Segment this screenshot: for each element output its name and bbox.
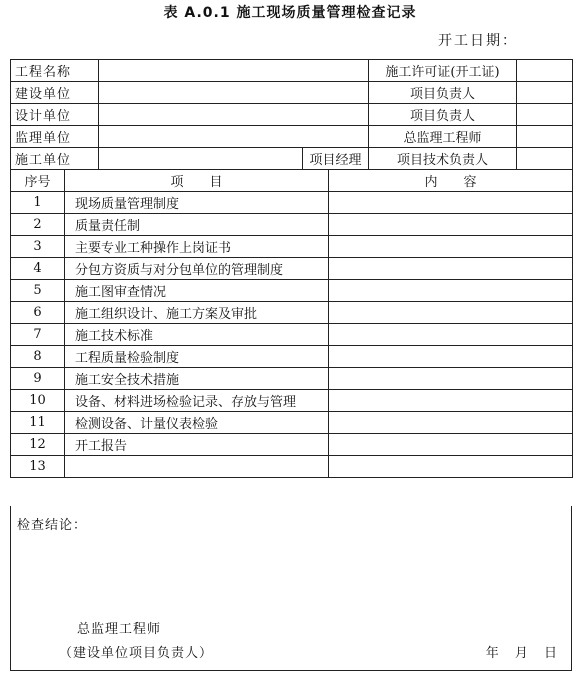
info-row-project [11, 60, 573, 82]
label-project-manager: 项目经理 [303, 148, 369, 170]
row-content-cell[interactable] [329, 280, 573, 302]
row-no: 7 [11, 324, 65, 346]
row-item [65, 456, 329, 478]
row-content-cell[interactable] [329, 412, 573, 434]
info-row-supervision [11, 126, 573, 148]
row-no: 13 [11, 456, 65, 478]
label-project-name: 工程名称 [11, 60, 99, 82]
label-project-lead-2: 项目负责人 [369, 104, 517, 126]
label-construction-unit: 建设单位 [11, 82, 99, 104]
row-item: 分包方资质与对分包单位的管理制度 [65, 258, 329, 280]
row-no: 9 [11, 368, 65, 390]
header-no: 序号 [11, 170, 65, 192]
items-table [10, 169, 573, 478]
row-content-cell[interactable] [329, 302, 573, 324]
label-builder-unit: 施工单位 [11, 148, 99, 170]
table-row [11, 258, 573, 280]
row-no: 4 [11, 258, 65, 280]
row-no: 11 [11, 412, 65, 434]
conclusion-label: 检查结论： [17, 518, 88, 533]
value-chief-supervisor[interactable] [517, 126, 573, 148]
row-item: 施工组织设计、施工方案及审批 [65, 302, 329, 324]
value-project-lead-2[interactable] [517, 104, 573, 126]
item-rows [11, 192, 573, 478]
row-content-cell[interactable] [329, 324, 573, 346]
row-item: 现场质量管理制度 [65, 192, 329, 214]
form-title: 表 A.0.1 施工现场质量管理检查记录 [163, 5, 417, 21]
value-design-unit[interactable] [99, 104, 369, 126]
table-row [11, 412, 573, 434]
signer-alt-label: （建设单位项目负责人） [59, 646, 214, 661]
label-supervision-unit: 监理单位 [11, 126, 99, 148]
row-no: 2 [11, 214, 65, 236]
row-content-cell[interactable] [329, 456, 573, 478]
table-row [11, 434, 573, 456]
row-item: 施工技术标准 [65, 324, 329, 346]
label-chief-supervisor: 总监理工程师 [369, 126, 517, 148]
label-project-lead-1: 项目负责人 [369, 82, 517, 104]
row-content-cell[interactable] [329, 434, 573, 456]
value-tech-lead[interactable] [517, 148, 573, 170]
row-item: 质量责任制 [65, 214, 329, 236]
row-content-cell[interactable] [329, 192, 573, 214]
start-date-label: 开工日期： [438, 33, 518, 49]
row-content-cell[interactable] [329, 236, 573, 258]
row-no: 5 [11, 280, 65, 302]
row-content-cell[interactable] [329, 390, 573, 412]
row-content-cell[interactable] [329, 346, 573, 368]
table-row [11, 214, 573, 236]
value-project-lead-1[interactable] [517, 82, 573, 104]
row-item: 工程质量检验制度 [65, 346, 329, 368]
table-row [11, 302, 573, 324]
row-item: 施工安全技术措施 [65, 368, 329, 390]
table-row [11, 236, 573, 258]
table-row [11, 346, 573, 368]
row-no: 6 [11, 302, 65, 324]
info-row-construction [11, 82, 573, 104]
table-row [11, 390, 573, 412]
row-no: 12 [11, 434, 65, 456]
conclusion-section [10, 506, 572, 671]
row-no: 10 [11, 390, 65, 412]
value-permit[interactable] [517, 60, 573, 82]
header-content: 内 容 [329, 170, 573, 192]
info-row-design [11, 104, 573, 126]
table-row [11, 280, 573, 302]
label-tech-lead: 项目技术负责人 [369, 148, 517, 170]
row-no: 1 [11, 192, 65, 214]
date-label: 年 月 日 [485, 646, 557, 661]
row-content-cell[interactable] [329, 368, 573, 390]
signer-label: 总监理工程师 [77, 622, 162, 637]
row-item: 设备、材料进场检验记录、存放与管理 [65, 390, 329, 412]
value-construction-unit[interactable] [99, 82, 369, 104]
row-no: 8 [11, 346, 65, 368]
value-builder-unit[interactable] [99, 148, 303, 170]
table-row [11, 368, 573, 390]
table-row [11, 192, 573, 214]
table-row [11, 456, 573, 478]
row-item: 施工图审查情况 [65, 280, 329, 302]
row-item: 主要专业工种操作上岗证书 [65, 236, 329, 258]
row-item: 检测设备、计量仪表检验 [65, 412, 329, 434]
row-no: 3 [11, 236, 65, 258]
row-content-cell[interactable] [329, 258, 573, 280]
info-row-builder [11, 148, 573, 170]
info-table [10, 59, 573, 170]
table-row [11, 324, 573, 346]
value-supervision-unit[interactable] [99, 126, 369, 148]
label-permit: 施工许可证(开工证) [369, 60, 517, 82]
items-header-row [11, 170, 573, 192]
row-item: 开工报告 [65, 434, 329, 456]
header-item: 项 目 [65, 170, 329, 192]
value-project-name[interactable] [99, 60, 369, 82]
label-design-unit: 设计单位 [11, 104, 99, 126]
row-content-cell[interactable] [329, 214, 573, 236]
